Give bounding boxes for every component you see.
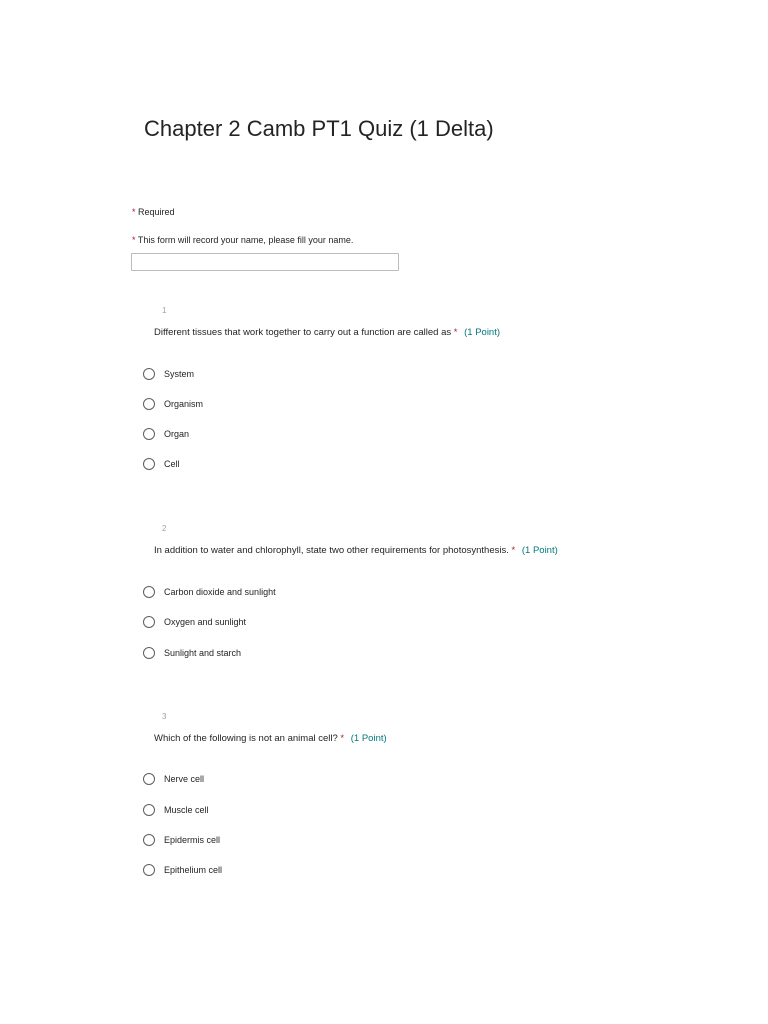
radio-button[interactable] bbox=[143, 368, 155, 380]
option-label: Cell bbox=[164, 459, 180, 469]
required-asterisk: * bbox=[340, 733, 345, 744]
option-label: Carbon dioxide and sunlight bbox=[164, 587, 276, 597]
question-number: 2 bbox=[162, 524, 167, 533]
option-label: Epithelium cell bbox=[164, 865, 223, 875]
radio-button[interactable] bbox=[143, 398, 155, 410]
radio-button[interactable] bbox=[143, 773, 155, 785]
question-label: Different tissues that work together to carry out a function are called as bbox=[154, 327, 452, 338]
form-title: Chapter 2 Camb PT1 Quiz (1 Delta) bbox=[144, 116, 494, 141]
option-sunlight-and-starch[interactable] bbox=[143, 645, 241, 661]
question-text bbox=[154, 545, 558, 556]
option-label: Nerve cell bbox=[164, 774, 205, 784]
option-label: Epidermis cell bbox=[164, 835, 221, 845]
option-organ[interactable] bbox=[143, 426, 189, 442]
option-system[interactable] bbox=[143, 366, 194, 382]
radio-button[interactable] bbox=[143, 834, 155, 846]
option-label: Organ bbox=[164, 429, 190, 439]
option-cell[interactable] bbox=[143, 456, 180, 472]
question-points: (1 Point) bbox=[521, 545, 558, 556]
option-muscle-cell[interactable] bbox=[143, 802, 209, 818]
option-label: Oxygen and sunlight bbox=[164, 617, 247, 627]
name-note-text: This form will record your name, please fill your name. bbox=[137, 235, 354, 245]
radio-button[interactable] bbox=[143, 458, 155, 470]
question-label: In addition to water and chlorophyll, state two other requirements for photosynthesis. bbox=[154, 545, 509, 556]
required-asterisk: * bbox=[132, 207, 136, 217]
option-oxygen-and-sunlight[interactable] bbox=[143, 614, 246, 630]
radio-button[interactable] bbox=[143, 616, 155, 628]
required-asterisk: * bbox=[511, 545, 516, 556]
option-nerve-cell[interactable] bbox=[143, 771, 204, 787]
radio-button[interactable] bbox=[143, 804, 155, 816]
option-label: Muscle cell bbox=[164, 805, 209, 815]
radio-button[interactable] bbox=[143, 647, 155, 659]
question-label: Which of the following is not an animal cell? bbox=[154, 733, 338, 744]
option-epithelium-cell[interactable] bbox=[143, 862, 222, 878]
radio-button[interactable] bbox=[143, 864, 155, 876]
required-legend bbox=[132, 207, 175, 217]
radio-button[interactable] bbox=[143, 428, 155, 440]
radio-button[interactable] bbox=[143, 586, 155, 598]
option-label: System bbox=[164, 369, 195, 379]
name-field-label bbox=[132, 235, 353, 245]
option-organism[interactable] bbox=[143, 396, 203, 412]
question-points: (1 Point) bbox=[464, 327, 501, 338]
question-points: (1 Point) bbox=[350, 733, 387, 744]
required-label: Required bbox=[138, 207, 175, 217]
option-epidermis-cell[interactable] bbox=[143, 832, 220, 848]
option-label: Organism bbox=[164, 399, 204, 409]
question-text bbox=[154, 327, 500, 338]
question-number: 1 bbox=[162, 306, 167, 315]
required-asterisk: * bbox=[132, 235, 136, 245]
question-number: 3 bbox=[162, 712, 167, 721]
option-carbon-dioxide-and-sunlight[interactable] bbox=[143, 584, 276, 600]
question-text bbox=[154, 733, 387, 744]
required-asterisk: * bbox=[453, 327, 458, 338]
option-label: Sunlight and starch bbox=[164, 648, 242, 658]
name-input[interactable] bbox=[131, 253, 399, 271]
